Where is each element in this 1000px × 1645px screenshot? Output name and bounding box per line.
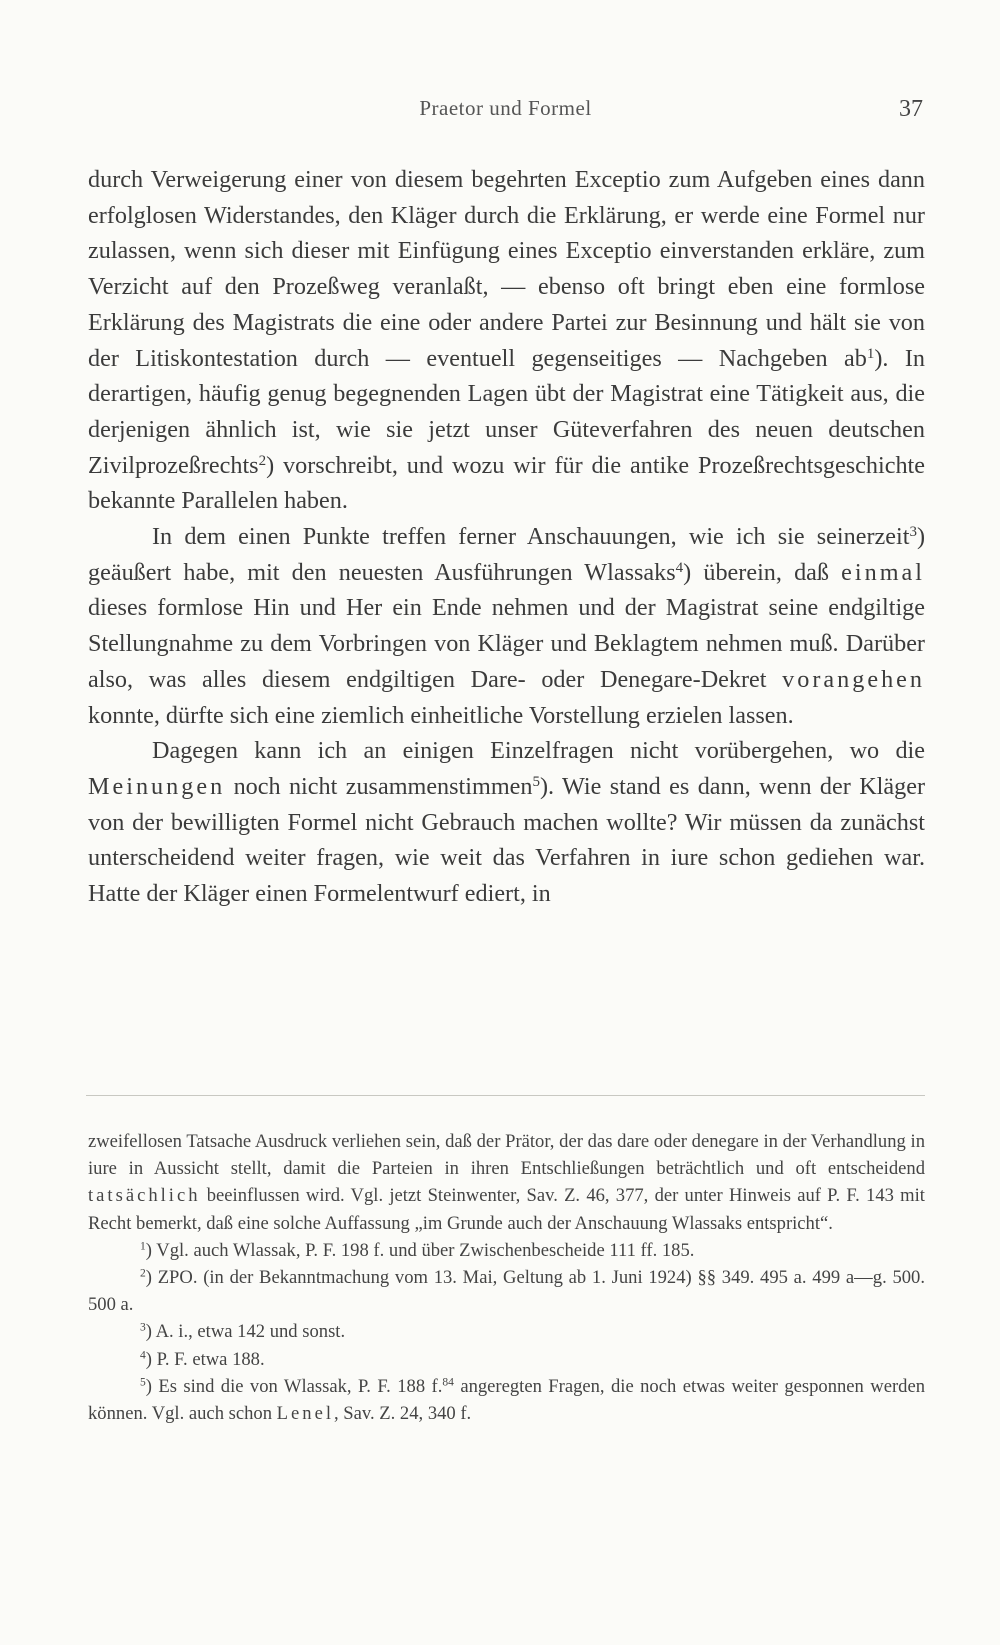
footnote-continuation	[88, 1128, 925, 1237]
text-run: beeinflussen wird. Vgl. jetzt Steinwenter, Sav. Z. 46, 377, der unter Hinweis auf P. F. 143 mit Recht bemerkt, daß eine solche Auffassung „im Grunde auch der Anschauung Wlassaks entspricht“.	[88, 1185, 925, 1234]
footnote-5	[88, 1373, 925, 1427]
footnote-ref-1: 1	[866, 345, 875, 362]
footnote-mark: 5	[140, 1376, 146, 1389]
text-run: ). Wie stand es dann, wenn der Kläger von der bewilligten Formel nicht Gebrauch machen wollte? Wir müssen da zunächst unterscheidend weiter fragen, wie weit das Verfahren in iure schon gediehen war. Hatte der Kläger einen Formelentwurf ediert, in	[88, 772, 926, 908]
paragraph-3	[88, 733, 925, 912]
footnote-text: angeregten Fragen, die noch etwas weiter gesponnen werden können. Vgl. auch schon	[88, 1375, 925, 1425]
running-title: Praetor und Formel	[419, 96, 592, 120]
main-text	[88, 162, 925, 912]
footnote-text: ) Es sind die von Wlassak, P. F. 188 f.	[145, 1375, 443, 1397]
paragraph-1	[88, 162, 925, 519]
footnote-text: ) A. i., etwa 142 und sonst.	[145, 1321, 346, 1343]
footnote-mark: 1	[140, 1240, 146, 1253]
paragraph-2	[88, 519, 925, 733]
footnote-inline-sup: 84	[442, 1376, 454, 1389]
footnote-text: ) P. F. etwa 188.	[145, 1348, 265, 1370]
text-run: ). In derartigen, häufig genug begegnenden Lagen übt der Magistrat eine Tätigkeit aus, die derjenigen ähnlich ist, wie sie jetzt unser Güteverfahren des neuen deutschen Zivilprozeßrechts	[88, 344, 925, 479]
text-run: ) überein, daß	[683, 558, 830, 586]
spaced-emphasis: einmal	[841, 558, 925, 586]
footnote-mark: 3	[140, 1322, 146, 1335]
spaced-emphasis: vorangehen	[782, 665, 925, 693]
footnotes	[88, 1128, 925, 1427]
footnote-mark: 2	[140, 1267, 146, 1280]
text-run: durch Verweigerung einer von diesem begehrten Exceptio zum Aufgeben eines dann erfolglosen Widerstandes, den Kläger durch die Erklärung, er werde eine Formel nur zulassen, wenn sich dieser mit Einfügung eines Exceptio einverstanden erkläre, zum Verzicht auf den Prozeßweg veranlaßt, — ebenso oft bringt eben eine formlose Erklärung des Magistrats die eine oder andere Partei zur Besinnung und hält sie von der Litiskontestation durch — eventuell gegenseitiges — Nachgeben ab	[88, 166, 925, 372]
page-header	[88, 96, 923, 136]
spaced-emphasis: Lenel	[276, 1403, 334, 1425]
footnote-text: ) ZPO. (in der Bekanntmachung vom 13. Mai, Geltung ab 1. Juni 1924) §§ 349. 495 a. 499 a—g. 500. 500 a.	[88, 1267, 925, 1316]
footnote-ref-2: 2	[258, 452, 267, 469]
footnote-2	[88, 1264, 925, 1318]
footnote-ref-5: 5	[532, 773, 540, 790]
footnote-text: , Sav. Z. 24, 340 f.	[334, 1403, 472, 1425]
footnote-1	[88, 1237, 925, 1264]
footnote-text: ) Vgl. auch Wlassak, P. F. 198 f. und über Zwischenbescheide 111 ff. 185.	[145, 1239, 695, 1261]
spaced-emphasis: Meinungen	[88, 772, 226, 800]
page-number: 37	[899, 96, 923, 122]
text-run: dieses formlose Hin und Her ein Ende nehmen und der Magistrat seine endgiltige Stellungnahme zu dem Vorbringen von Kläger und Beklagtem nehmen muß. Darüber also, was alles diesem endgiltigen Dare- oder Denegare-Dekret	[88, 594, 925, 693]
text-run: In dem einen Punkte treffen ferner Anschauungen, wie ich sie seinerzeit	[152, 523, 910, 551]
text-run: konnte, dürfte sich eine ziemlich einheitliche Vorstellung erzielen lassen.	[88, 701, 794, 729]
footnote-4	[88, 1346, 925, 1373]
spaced-emphasis: tatsächlich	[88, 1185, 201, 1207]
footnote-mark: 4	[140, 1349, 146, 1362]
footnote-divider	[86, 1095, 925, 1096]
text-run: Dagegen kann ich an einigen Einzelfragen nicht vorübergehen, wo die	[152, 737, 925, 765]
text-run: ) geäußert habe, mit den neuesten Ausführungen Wlassaks	[88, 523, 925, 586]
footnote-3	[88, 1318, 925, 1345]
text-run: ) vorschreibt, und wozu wir für die antike Prozeßrechtsgeschichte bekannte Parallelen haben.	[88, 451, 925, 515]
text-run: noch nicht zusammenstimmen	[233, 772, 533, 800]
footnote-ref-4: 4	[675, 559, 684, 576]
text-run: zweifellosen Tatsache Ausdruck verliehen sein, daß der Prätor, der das dare oder denegare in der Verhandlung in iure in Aussicht stellt, damit die Parteien in ihren Entschließungen beträchtlich und oft entscheidend	[88, 1131, 925, 1180]
footnote-ref-3: 3	[909, 523, 917, 540]
